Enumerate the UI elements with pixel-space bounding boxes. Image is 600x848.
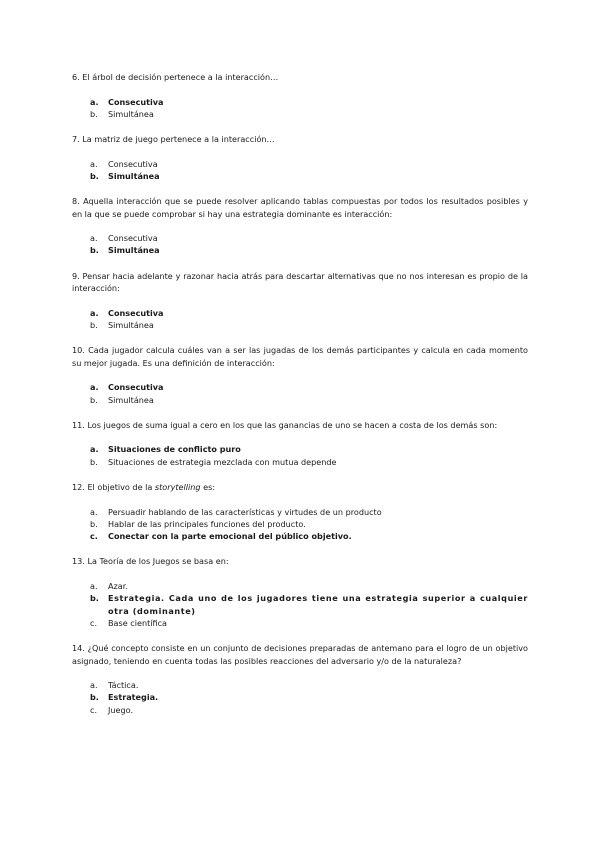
- option-letter: b.: [90, 593, 99, 604]
- answer-option: [72, 580, 528, 592]
- question-block: [72, 419, 528, 468]
- option-letter: c.: [90, 531, 98, 542]
- option-letter: b.: [90, 170, 99, 181]
- question-text-start: 12. El objetivo de la: [72, 482, 155, 493]
- answer-option: [72, 108, 528, 120]
- answer-option-correct: [72, 307, 528, 319]
- option-text: Simultánea: [108, 170, 160, 181]
- question-text: [72, 555, 528, 568]
- answer-option: [72, 518, 528, 530]
- option-text: Consecutiva: [108, 307, 164, 318]
- question-block: [72, 642, 528, 716]
- option-letter: b.: [90, 518, 98, 529]
- question-text-end: es:: [200, 482, 216, 493]
- answer-option: [72, 158, 528, 170]
- option-text: Consecutiva: [108, 96, 164, 107]
- answer-option: [72, 506, 528, 518]
- option-text: Estrategia.: [108, 692, 159, 703]
- question-text: [72, 642, 528, 667]
- answer-option-correct: [72, 96, 528, 108]
- question-text-start: 11. Los juegos de suma igual a cero en los que las ganancias de uno se hacen a costa de los demás son:: [72, 419, 498, 430]
- question-block: [72, 195, 528, 257]
- option-letter: b.: [90, 245, 99, 256]
- answer-option: [72, 456, 528, 468]
- answer-options: [72, 506, 528, 543]
- option-text: Simultánea: [108, 320, 154, 331]
- answer-options: [72, 307, 528, 332]
- option-letter: a.: [90, 233, 98, 244]
- option-letter: b.: [90, 456, 98, 467]
- answer-option: [72, 679, 528, 691]
- answer-option-correct: [72, 443, 528, 455]
- question-text-start: 10. Cada jugador calcula cuáles van a ser las jugadas de los demás participantes y calcula en cada momento su mejor jugada. Es una definición de interacción:: [72, 345, 528, 368]
- question-text: [72, 133, 528, 146]
- answer-option-correct: [72, 170, 528, 182]
- option-letter: a.: [90, 307, 99, 318]
- option-text: Azar.: [108, 580, 128, 591]
- answer-option-correct: [72, 244, 528, 256]
- option-letter: c.: [90, 704, 98, 715]
- option-text: Base científica: [108, 617, 168, 628]
- question-text-start: 9. Pensar hacia adelante y razonar hacia atrás para descartar alternativas que no nos interesan es propio de la interacción:: [72, 270, 528, 294]
- option-text: Juego.: [108, 704, 134, 715]
- question-text: [72, 71, 528, 84]
- answer-options: [72, 158, 528, 183]
- option-letter: a.: [90, 158, 98, 169]
- option-text: Situaciones de conflicto puro: [108, 444, 241, 455]
- option-text: Táctica.: [108, 680, 139, 691]
- question-text: [72, 419, 528, 432]
- option-letter: a.: [90, 506, 98, 517]
- answer-option: [72, 232, 528, 244]
- question-text-start: 7. La matriz de juego pertenece a la interacción…: [72, 134, 275, 145]
- answer-option-correct: [72, 592, 528, 617]
- option-letter: b.: [90, 692, 99, 703]
- option-text: Estrategia. Cada uno de los jugadores tiene una estrategia superior a cualquier otra (dominante): [108, 593, 528, 616]
- question-text-start: 8. Aquella interacción que se puede resolver aplicando tablas compuestas por todos los resultados posibles y en la que se puede comprobar si hay una estrategia dominante es interacción:: [72, 196, 528, 219]
- question-text: [72, 270, 528, 295]
- question-block: [72, 481, 528, 542]
- question-text-start: 6. El árbol de decisión pertenece a la interacción…: [72, 72, 279, 82]
- option-text: Consecutiva: [108, 158, 158, 169]
- option-text: Simultánea: [108, 245, 160, 256]
- option-text: Conectar con la parte emocional del público objetivo.: [108, 531, 352, 542]
- answer-option: [72, 319, 528, 331]
- answer-option-correct: [72, 530, 528, 542]
- option-text: Hablar de las principales funciones del producto.: [108, 518, 306, 529]
- answer-option: [72, 617, 528, 629]
- option-letter: a.: [90, 444, 99, 455]
- option-letter: a.: [90, 580, 98, 591]
- option-text: Consecutiva: [108, 382, 164, 393]
- answer-option-correct: [72, 381, 528, 393]
- option-text: Simultánea: [108, 394, 154, 405]
- question-text-start: 13. La Teoría de los Juegos se basa en:: [72, 556, 229, 567]
- question-block: [72, 270, 528, 332]
- option-letter: b.: [90, 320, 98, 331]
- option-letter: a.: [90, 680, 98, 691]
- answer-options: [72, 443, 528, 468]
- option-letter: b.: [90, 108, 98, 119]
- question-text: [72, 481, 528, 494]
- question-block: [72, 133, 528, 182]
- option-letter: b.: [90, 394, 98, 405]
- answer-option: [72, 704, 528, 716]
- answer-options: [72, 679, 528, 716]
- document-page: [72, 71, 528, 716]
- question-block: [72, 71, 528, 120]
- option-letter: a.: [90, 382, 99, 393]
- option-text: Simultánea: [108, 108, 154, 119]
- question-term: storytelling: [154, 482, 201, 493]
- option-letter: c.: [90, 617, 98, 628]
- option-text: Persuadir hablando de las características y virtudes de un producto: [108, 506, 382, 517]
- question-text-start: 14. ¿Qué concepto consiste en un conjunto de decisiones preparadas de antemano para el logro de un objetivo asignado, teniendo en cuenta todas las posibles reacciones del adversario y/o de la naturaleza?: [72, 643, 528, 666]
- answer-options: [72, 96, 528, 121]
- option-text: Situaciones de estrategia mezclada con mutua depende: [108, 456, 337, 467]
- question-text: [72, 344, 528, 369]
- option-letter: a.: [90, 96, 99, 107]
- answer-options: [72, 232, 528, 257]
- answer-option: [72, 394, 528, 406]
- answer-options: [72, 580, 528, 629]
- answer-options: [72, 381, 528, 406]
- option-text: Consecutiva: [108, 233, 158, 244]
- answer-option-correct: [72, 691, 528, 703]
- question-block: [72, 344, 528, 406]
- question-block: [72, 555, 528, 629]
- question-text: [72, 195, 528, 220]
